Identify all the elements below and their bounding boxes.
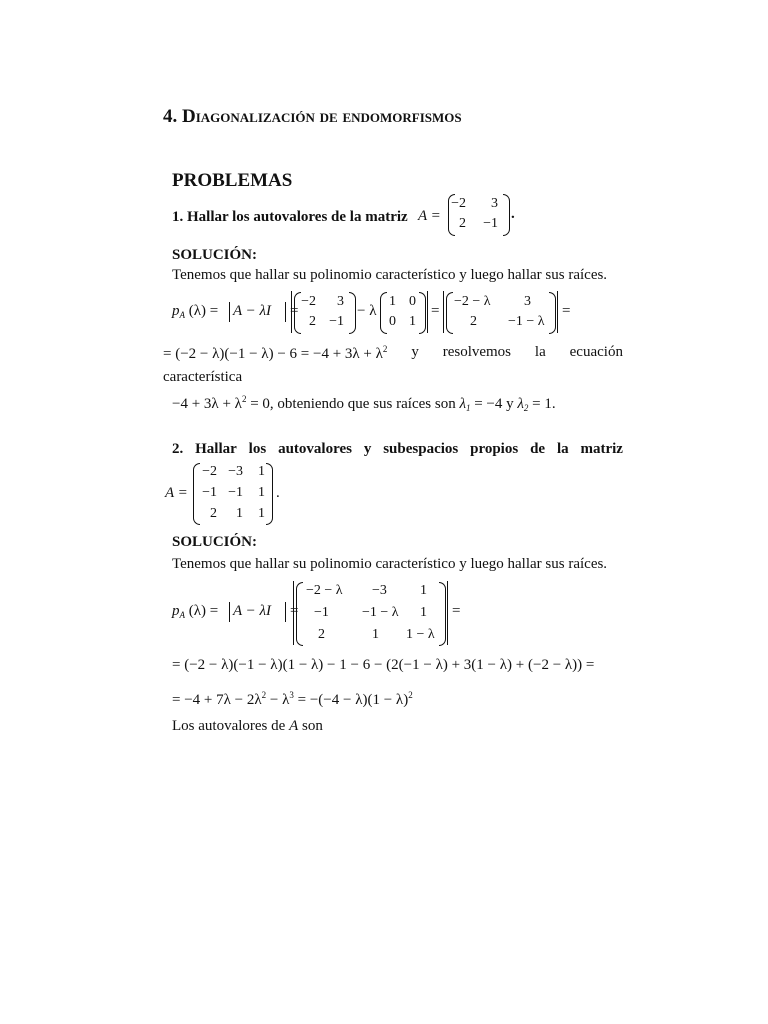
matrix-cell: −1 xyxy=(483,216,498,231)
matrix-cell: 1 xyxy=(236,506,243,521)
matrix-cell: −3 xyxy=(228,464,243,479)
equals-sign: = xyxy=(562,303,571,319)
word: de xyxy=(530,441,546,457)
equals-sign: = xyxy=(290,303,299,319)
matrix-cell: 1 xyxy=(420,605,427,620)
matrix-cell: 2 xyxy=(309,314,316,329)
matrix-cell: 1 xyxy=(389,294,396,309)
matrix-cell: 0 xyxy=(409,294,416,309)
matrix-cell: −1 xyxy=(228,485,243,500)
word: subespacios xyxy=(383,441,459,457)
matrix-cell: −2 − λ xyxy=(454,294,491,309)
p1-line-3: característica xyxy=(163,369,243,385)
p1-matrix-a xyxy=(294,291,356,335)
problem-2-period: . xyxy=(276,485,280,501)
word: y xyxy=(363,441,372,457)
word: la xyxy=(556,441,569,457)
matrix-cell: 1 − λ xyxy=(406,627,435,642)
p2-charpoly-label: $p_A$ (λ) = xyxy=(172,603,219,620)
matrix-cell: 1 xyxy=(258,485,265,500)
p1-matrix-a-minus-lambda xyxy=(446,291,556,335)
word: autovalores xyxy=(278,441,352,457)
matrix-cell: −1 xyxy=(202,485,217,500)
word: resolvemos xyxy=(442,344,512,360)
problem-1-statement: 1. Hallar los autovalores de la matriz xyxy=(172,209,408,225)
p2-det-expr: A − λI xyxy=(233,603,272,619)
matrix-cell: 1 xyxy=(258,506,265,521)
word: los xyxy=(248,441,267,457)
matrix-cell: 1 xyxy=(420,583,427,598)
matrix-cell: 2 xyxy=(459,216,466,231)
matrix-cell: −1 − λ xyxy=(508,314,545,329)
problem-1-solution-label: SOLUCIÓN: xyxy=(172,247,258,263)
p2-factored-line: = $-4 + 7\lambda - 2\lambda^2 - \lambda^3 = -(-4 - \lambda)(1 - \lambda)^2$ xyxy=(172,690,413,708)
matrix-cell: 2 xyxy=(210,506,217,521)
word: y xyxy=(411,344,419,360)
word: la xyxy=(534,344,546,360)
p1-roots-line: $-4 + 3\lambda + \lambda^2 = 0$, obteniendo que sus raíces son $\lambda_1 = -4$ y $\lambda_2 = 1$. xyxy=(172,394,556,413)
matrix-cell: −1 xyxy=(329,314,344,329)
word: ecuación xyxy=(569,344,623,360)
matrix-cell: 3 xyxy=(524,294,531,309)
problem-2-solution-label: SOLUCIÓN: xyxy=(172,534,258,550)
word: matriz xyxy=(580,441,623,457)
matrix-cell: −2 − λ xyxy=(306,583,343,598)
p1-identity-matrix xyxy=(380,291,426,335)
matrix-cell: −1 − λ xyxy=(362,605,399,620)
matrix-cell: 3 xyxy=(491,196,498,211)
problem-1-intro: Tenemos que hallar su polinomio característico y luego hallar sus raíces. xyxy=(172,267,608,283)
problem-2-matrix xyxy=(193,462,273,526)
word: propios xyxy=(470,441,519,457)
chapter-title xyxy=(163,106,462,128)
matrix-cell: 3 xyxy=(337,294,344,309)
problem-2-A-eq: A = xyxy=(165,485,188,501)
problem-1-A-eq: A = xyxy=(418,208,441,224)
matrix-cell: 1 xyxy=(258,464,265,479)
p2-matrix-a-minus-lambda xyxy=(296,581,446,647)
matrix-cell: 1 xyxy=(372,627,379,642)
problem-1-period: . xyxy=(511,206,515,222)
problem-2-intro: Tenemos que hallar su polinomio característico y luego hallar sus raíces. xyxy=(172,556,608,572)
matrix-cell: 0 xyxy=(389,314,396,329)
equals-sign: = xyxy=(452,603,461,619)
problem-1-matrix xyxy=(448,193,510,237)
word: Hallar xyxy=(195,441,237,457)
matrix-cell: −3 xyxy=(372,583,387,598)
word: 2. xyxy=(172,441,184,457)
p2-expansion-line: = (−2 − λ)(−1 − λ)(1 − λ) − 1 − 6 − (2(−1 − λ) + 3(1 − λ) + (−2 − λ)) = xyxy=(172,657,595,673)
p1-line-2 xyxy=(163,344,623,363)
p1-det-expr: A − λI xyxy=(233,303,272,319)
p2-eigenvalues-line: Los autovalores de A son xyxy=(172,718,323,734)
chapter-title-text: Diagonalización de endomorfismos xyxy=(182,106,462,127)
equals-sign: = xyxy=(290,603,299,619)
matrix-cell: 2 xyxy=(318,627,325,642)
matrix-cell: 2 xyxy=(470,314,477,329)
section-heading: PROBLEMAS xyxy=(172,170,293,191)
minus-lambda: − λ xyxy=(357,303,377,319)
matrix-cell: −2 xyxy=(451,196,466,211)
equals-sign: = xyxy=(431,303,440,319)
matrix-cell: −1 xyxy=(314,605,329,620)
matrix-cell: −2 xyxy=(202,464,217,479)
matrix-cell: −2 xyxy=(301,294,316,309)
p1-expansion: = $(-2 - \lambda)(-1 - \lambda) - 6 = -4 + 3\lambda + \lambda^2$ xyxy=(163,344,388,362)
matrix-cell: 1 xyxy=(409,314,416,329)
p1-charpoly-label: $p_A$ (λ) = xyxy=(172,303,219,320)
problem-2-statement xyxy=(172,441,623,458)
chapter-number: 4. xyxy=(163,106,178,127)
